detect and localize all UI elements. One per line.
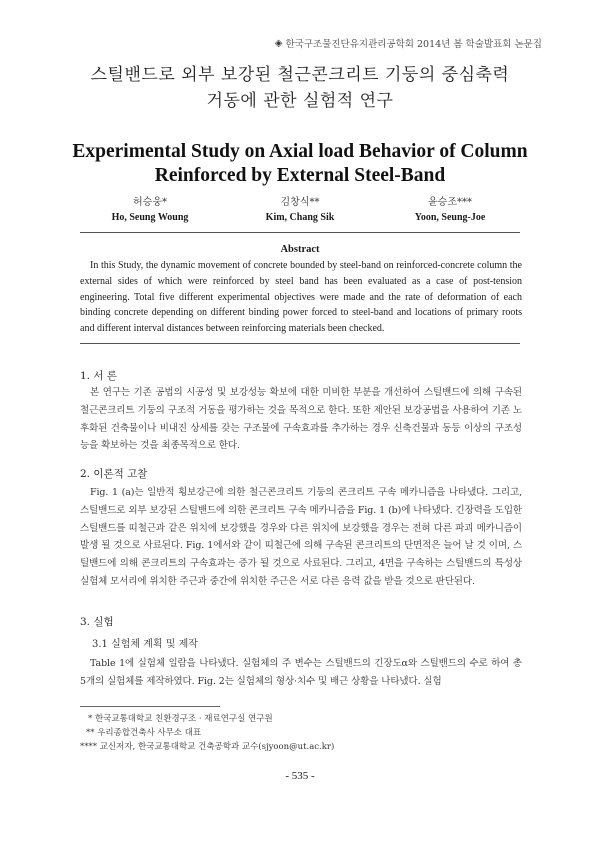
section-1-heading: 1. 서 론 bbox=[80, 370, 117, 382]
abstract-bottom-rule bbox=[80, 343, 520, 344]
author-english-name: Yoon, Seung-Joe bbox=[414, 212, 486, 223]
korean-title-line-1: 스틸밴드로 외부 보강된 철근콘크리트 기둥의 중심축력 bbox=[90, 65, 510, 85]
section-2-heading: 2. 이론적 고찰 bbox=[80, 468, 148, 480]
author-korean-name: 윤승조*** bbox=[428, 197, 472, 208]
abstract-text: In this Study, the dynamic movement of concrete bounded by steel-band on reinforced-concrete column the external sides of which were reinforced by steel band has been evaluated as a case of post-tension engineering. Total five different experimental objectives were made and the rate of deformation of each binding concrete depending on different binding power forced to steel-band and locations of primary roots and different interval distances between reinforcing materials been checked. bbox=[80, 260, 522, 335]
section-3-1-text: Table 1에 실험체 일람을 나타냈다. 실험체의 주 변수는 스틸밴드의 긴장도α와 스틸밴드의 수로 하여 총 5개의 실험체를 제작하였다. Fig. 2는 실험체의 형상·치수 및 배근 상황을 나타냈다. 실험 bbox=[80, 658, 522, 687]
author-list bbox=[80, 196, 520, 225]
author-3 bbox=[380, 196, 520, 225]
english-title bbox=[0, 140, 600, 188]
author-2 bbox=[230, 196, 370, 225]
header-mark-icon: ◈ bbox=[274, 37, 283, 49]
english-title-line-2: Reinforced by External Steel-Band bbox=[154, 165, 446, 186]
author-english-name: Ho, Seung Woung bbox=[111, 212, 189, 223]
abstract-top-rule bbox=[80, 232, 520, 233]
footnote-3: **** 교신저자, 한국교통대학교 건축공학과 교수(sjyoon@ut.ac.kr) bbox=[80, 742, 335, 752]
running-header bbox=[275, 36, 542, 50]
journal-name: 한국구조물진단유지관리공학회 2014년 봄 학술발표회 논문집 bbox=[285, 39, 542, 50]
korean-title-line-2: 거동에 관한 실험적 연구 bbox=[206, 91, 394, 111]
section-1-text: 본 연구는 기존 공법의 시공성 및 보강성능 확보에 대한 미비한 부분을 개선하여 스틸밴드에 의해 구속된 철근콘크리트 기둥의 구조적 거동을 평가하는 것을 목적으로 한다. 또한 제안된 보강공법을 사용하여 기존 노후화된 건축물이나 비내진 상세를 갖는 구조물에 구속효과를 추가하는 경우 신축건물과 동등 이상의 구조성능을 확보하는 것을 최종목적으로 한다. bbox=[80, 387, 522, 452]
korean-title bbox=[0, 62, 600, 114]
abstract-heading: Abstract bbox=[280, 244, 320, 255]
author-korean-name: 허승웅* bbox=[133, 197, 167, 208]
section-3-heading: 3. 실험 bbox=[80, 616, 114, 628]
author-1 bbox=[80, 196, 220, 225]
author-english-name: Kim, Chang Sik bbox=[265, 212, 335, 223]
footnote-2: ** 우리종합건축사 사무소 대표 bbox=[86, 728, 202, 738]
author-korean-name: 김창식** bbox=[280, 197, 320, 208]
section-3-1-heading: 3.1 실험체 계획 및 제작 bbox=[92, 639, 198, 650]
footnote-1: * 한국교통대학교 친환경구조 · 재료연구실 연구원 bbox=[88, 714, 273, 724]
section-2-text: Fig. 1 (a)는 일반적 횡보강근에 의한 철근콘크리트 기둥의 콘크리트 구속 메카니즘을 나타냈다. 그리고, 스틸밴드로 외부 보강된 스틸밴드에 의한 콘크리트 구속 메카니즘을 Fig. 1 (b)에 나타냈다. 긴장력을 도입한 스틸밴드를 띠철근과 같은 위치에 보강했을 경우와 다른 위치에 보강했을 경우는 전혀 다른 파괴 메카니즘이 발생 될 것으로 사료된다. Fig. 1에서와 같이 띠철근에 의해 구속된 콘크리트의 단면적은 늘어 날 것 이며, 스틸밴드에 의해 콘크리트의 구속효과는 증가 될 것으로 사료된다. 그리고, 4면을 구속하는 스틸밴드의 특성상 실험체 모서리에 위치한 주근과 중간에 위치한 주근은 서로 다른 응력 값을 받을 것으로 판단된다. bbox=[80, 487, 522, 587]
page-number: - 535 - bbox=[285, 770, 315, 782]
english-title-line-1: Experimental Study on Axial load Behavior of Column bbox=[72, 141, 528, 162]
footnote-rule bbox=[80, 706, 220, 707]
footnotes bbox=[80, 712, 520, 754]
